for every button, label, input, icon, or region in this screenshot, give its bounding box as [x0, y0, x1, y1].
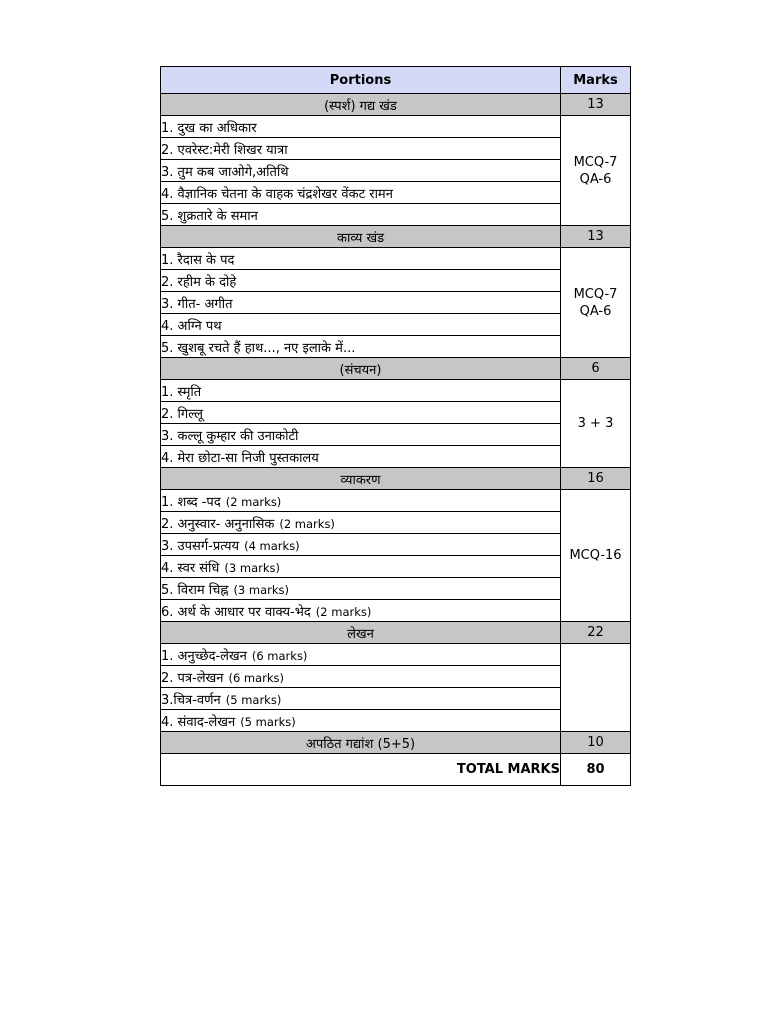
- item-cell: [161, 270, 561, 292]
- item-text: 1. अनुच्छेद-लेखन: [161, 648, 247, 664]
- item-marks: (4 marks): [244, 538, 300, 553]
- section-marks: 13: [561, 94, 631, 116]
- list-item: [161, 666, 631, 688]
- section-breakup: [561, 380, 631, 468]
- section-row: [161, 622, 631, 644]
- breakup-line: MCQ-7: [573, 154, 618, 170]
- item-text: 3. गीत- अगीत: [161, 296, 233, 312]
- item-cell: [161, 248, 561, 270]
- item-cell: [161, 512, 561, 534]
- item-cell: [161, 644, 561, 666]
- list-item: [161, 248, 631, 270]
- breakup-line: MCQ-16: [569, 548, 622, 563]
- list-item: [161, 534, 631, 556]
- item-text: 2. रहीम के दोहे: [161, 274, 237, 290]
- item-cell: [161, 336, 561, 358]
- item-marks: (6 marks): [228, 670, 285, 685]
- section-title: अपठित गद्यांश (5+5): [161, 732, 561, 754]
- portions-header: Portions: [161, 67, 561, 94]
- item-text: 2. अनुस्वार- अनुनासिक: [161, 516, 275, 532]
- item-text: 4. वैज्ञानिक चेतना के वाहक चंद्रशेखर वेंकट रामन: [161, 186, 393, 202]
- section-marks: 22: [561, 622, 631, 644]
- item-cell: [161, 600, 561, 622]
- section-title: व्याकरण: [161, 468, 561, 490]
- section-title: काव्य खंड: [161, 226, 561, 248]
- section-title: (संचयन): [161, 358, 561, 380]
- item-marks: (2 marks): [315, 604, 372, 619]
- list-item: [161, 116, 631, 138]
- section-marks: 10: [561, 732, 631, 754]
- list-item: [161, 182, 631, 204]
- item-cell: [161, 160, 561, 182]
- section-title: लेखन: [161, 622, 561, 644]
- total-value: 80: [561, 754, 631, 786]
- table-body: [161, 67, 631, 786]
- item-text: 4. स्वर संधि: [161, 560, 220, 576]
- marks-table: [160, 66, 631, 786]
- item-text: 5. खुशबू रचते हैं हाथ..., नए इलाके में...: [161, 340, 356, 356]
- section-marks: 16: [561, 468, 631, 490]
- list-item: [161, 336, 631, 358]
- section-marks: 6: [561, 358, 631, 380]
- item-cell: [161, 666, 561, 688]
- list-item: [161, 402, 631, 424]
- list-item: [161, 688, 631, 710]
- header-row: [161, 67, 631, 94]
- list-item: [161, 160, 631, 182]
- item-cell: [161, 446, 561, 468]
- list-item: [161, 424, 631, 446]
- item-cell: [161, 116, 561, 138]
- list-item: [161, 512, 631, 534]
- item-text: 3. कल्लू कुम्हार की उनाकोटी: [161, 428, 299, 444]
- item-cell: [161, 402, 561, 424]
- item-marks: (2 marks): [279, 516, 335, 531]
- marks-header: Marks: [561, 67, 631, 94]
- item-cell: [161, 182, 561, 204]
- item-text: 4. अग्नि पथ: [161, 318, 222, 334]
- section-breakup: [561, 490, 631, 622]
- list-item: [161, 710, 631, 732]
- list-item: [161, 270, 631, 292]
- item-text: 2. एवरेस्ट:मेरी शिखर यात्रा: [161, 142, 288, 158]
- item-cell: [161, 534, 561, 556]
- item-text: 5. विराम चिह्न: [161, 582, 229, 598]
- breakup-line: QA-6: [579, 171, 612, 187]
- section-row: [161, 358, 631, 380]
- item-cell: [161, 424, 561, 446]
- total-label: TOTAL MARKS: [161, 754, 561, 786]
- breakup-line: MCQ-7: [573, 286, 618, 302]
- item-text: 4. मेरा छोटा-सा निजी पुस्तकालय: [161, 450, 319, 466]
- item-text: 1. शब्द -पद: [161, 494, 221, 510]
- section-row: [161, 94, 631, 116]
- item-text: 1. रैदास के पद: [161, 252, 235, 268]
- item-text: 2. गिल्लू: [161, 406, 203, 422]
- item-cell: [161, 490, 561, 512]
- list-item: [161, 380, 631, 402]
- item-cell: [161, 292, 561, 314]
- item-text: 3.चित्र-वर्णन: [161, 692, 221, 708]
- list-item: [161, 138, 631, 160]
- item-text: 3. तुम कब जाओगे,अतिथि: [161, 164, 289, 180]
- item-cell: [161, 556, 561, 578]
- list-item: [161, 644, 631, 666]
- item-text: 2. पत्र-लेखन: [161, 670, 224, 686]
- list-item: [161, 490, 631, 512]
- list-item: [161, 314, 631, 336]
- item-marks: (6 marks): [251, 648, 308, 663]
- list-item: [161, 600, 631, 622]
- item-marks: (5 marks): [225, 692, 282, 707]
- item-text: 1. स्मृति: [161, 384, 202, 400]
- breakup-line: QA-6: [579, 303, 612, 319]
- item-marks: (3 marks): [233, 582, 290, 597]
- section-row: [161, 468, 631, 490]
- breakup-line: 3 + 3: [577, 416, 614, 431]
- item-text: 3. उपसर्ग-प्रत्यय: [161, 538, 240, 554]
- list-item: [161, 578, 631, 600]
- section-breakup: [561, 116, 631, 226]
- section-title: (स्पर्श) गद्य खंड: [161, 94, 561, 116]
- section-marks: 13: [561, 226, 631, 248]
- item-cell: [161, 688, 561, 710]
- list-item: [161, 204, 631, 226]
- item-cell: [161, 138, 561, 160]
- item-cell: [161, 710, 561, 732]
- item-marks: (5 marks): [240, 714, 296, 729]
- item-marks: (2 marks): [225, 494, 282, 509]
- list-item: [161, 446, 631, 468]
- item-text: 1. दुख का अधिकार: [161, 120, 257, 136]
- list-item: [161, 292, 631, 314]
- item-cell: [161, 380, 561, 402]
- total-row: [161, 754, 631, 786]
- section-row: [161, 732, 631, 754]
- item-text: 5. शुक्रतारे के समान: [161, 208, 258, 224]
- item-cell: [161, 204, 561, 226]
- item-text: 4. संवाद-लेखन: [161, 714, 236, 730]
- item-marks: (3 marks): [224, 560, 280, 575]
- item-text: 6. अर्थ के आधार पर वाक्य-भेद: [161, 604, 311, 620]
- section-breakup: [561, 644, 631, 732]
- item-cell: [161, 578, 561, 600]
- list-item: [161, 556, 631, 578]
- item-cell: [161, 314, 561, 336]
- section-row: [161, 226, 631, 248]
- section-breakup: [561, 248, 631, 358]
